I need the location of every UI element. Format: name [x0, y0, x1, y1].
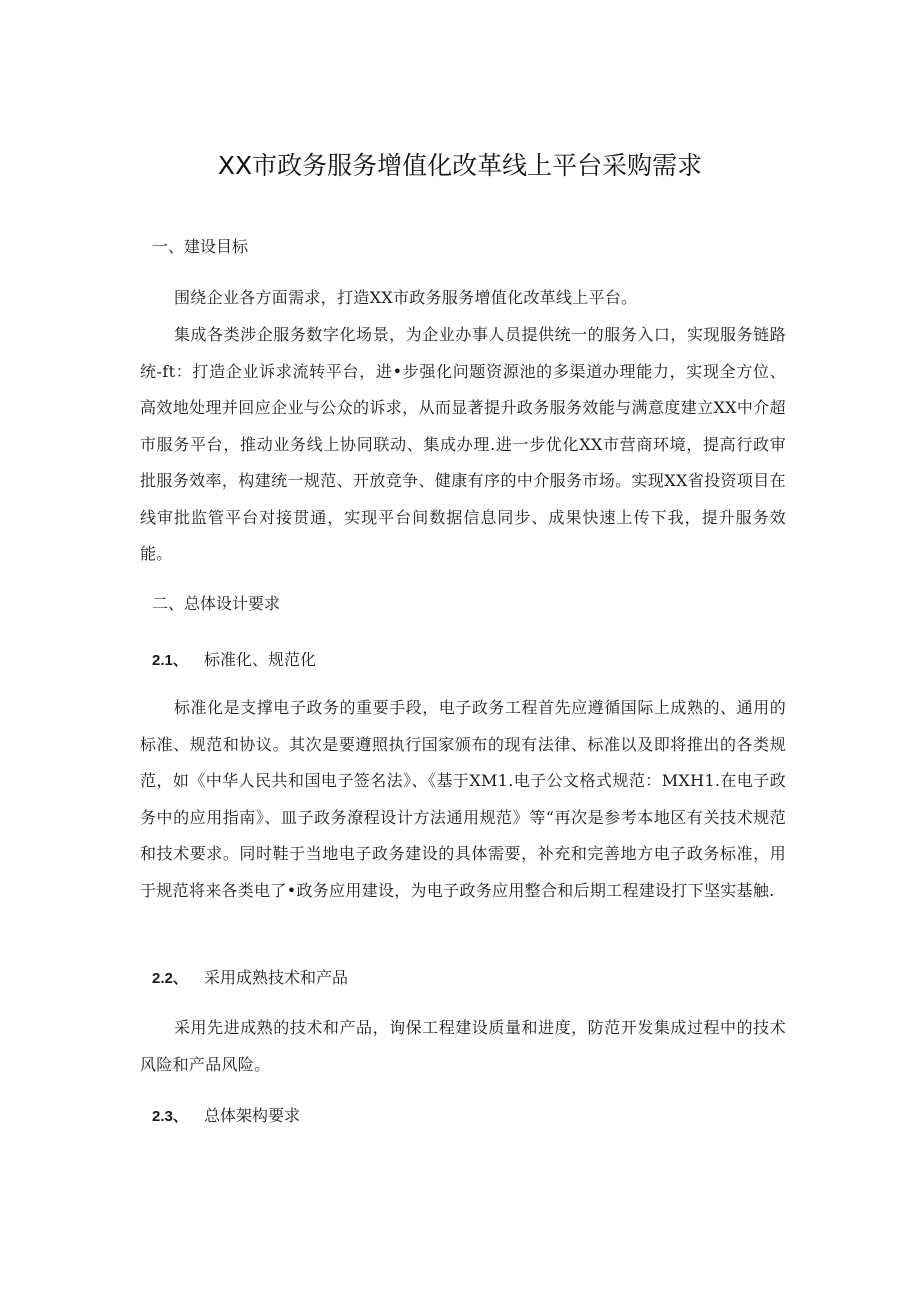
section-heading-design: 二、总体设计要求 [152, 594, 281, 613]
subsection-heading-2-1 [152, 648, 316, 673]
subsection-number: 2.2、 [152, 970, 188, 987]
subsection-title: 标准化、规范化 [204, 650, 317, 669]
section-heading-goals: 一、建设目标 [152, 237, 249, 256]
subsection-number: 2.1、 [152, 652, 188, 669]
subsection-heading-2-2 [152, 966, 348, 991]
paragraph-goal-intro: 围绕企业各方面需求，打造XX市政务服务增值化改革线上平台。 [174, 288, 638, 307]
paragraph-goal-detail: 集成各类涉企服务数字化场景，为企业办事人员提供统一的服务入口，实现服务链路统-ft：打造企业诉求流转平台，进•步强化问题资源池的多渠道办理能力，实现全方位、高效地处理并回应企业与公众的诉求，从而显著提升政务服务效能与满意度建立XX中介超市服务平台，推动业务线上协同联动、集成办理.进一步优化XX市营商环境，提高行政审批服务效率，构建统一规范、开放竞争、健康有序的中介服务市场。实现XX省投资项目在线审批监管平台对接贯通，实现平台间数据信息同步、成果快速上传下我，提升服务效能。 [140, 325, 786, 563]
subsection-title: 采用成熟技术和产品 [204, 968, 349, 987]
document-title: XX市政务服务增值化改革线上平台采购需求 [217, 151, 703, 180]
paragraph-standardization: 标准化是支撑电子政务的重要手段，电子政务工程首先应遵循国际上成熟的、通用的标准、规范和协议。其次是要遵照执行国家颁布的现有法律、标准以及即将推出的各类规范，如《中华人民共和国电子签名法》、《基于XM1.电子公文格式规范：MXH1.在电子政务中的应用指南》、皿子政务潦程设计方法通用规范》等“再次是参考本地区有关技术规范和技术要求。同时鞋于当地电子政务建设的具体需要，补充和完善地方电子政务标准，用于规范将来各类电了•政务应用建设，为电子政务应用整合和后期工程建设打下坚实基触. [140, 698, 786, 900]
subsection-heading-2-3 [152, 1104, 300, 1129]
subsection-number: 2.3、 [152, 1108, 188, 1125]
paragraph-mature-tech: 采用先进成熟的技术和产品，询保工程建设质量和进度，防范开发集成过程中的技术风险和产品风险。 [140, 1018, 786, 1074]
subsection-title: 总体架构要求 [204, 1106, 301, 1125]
